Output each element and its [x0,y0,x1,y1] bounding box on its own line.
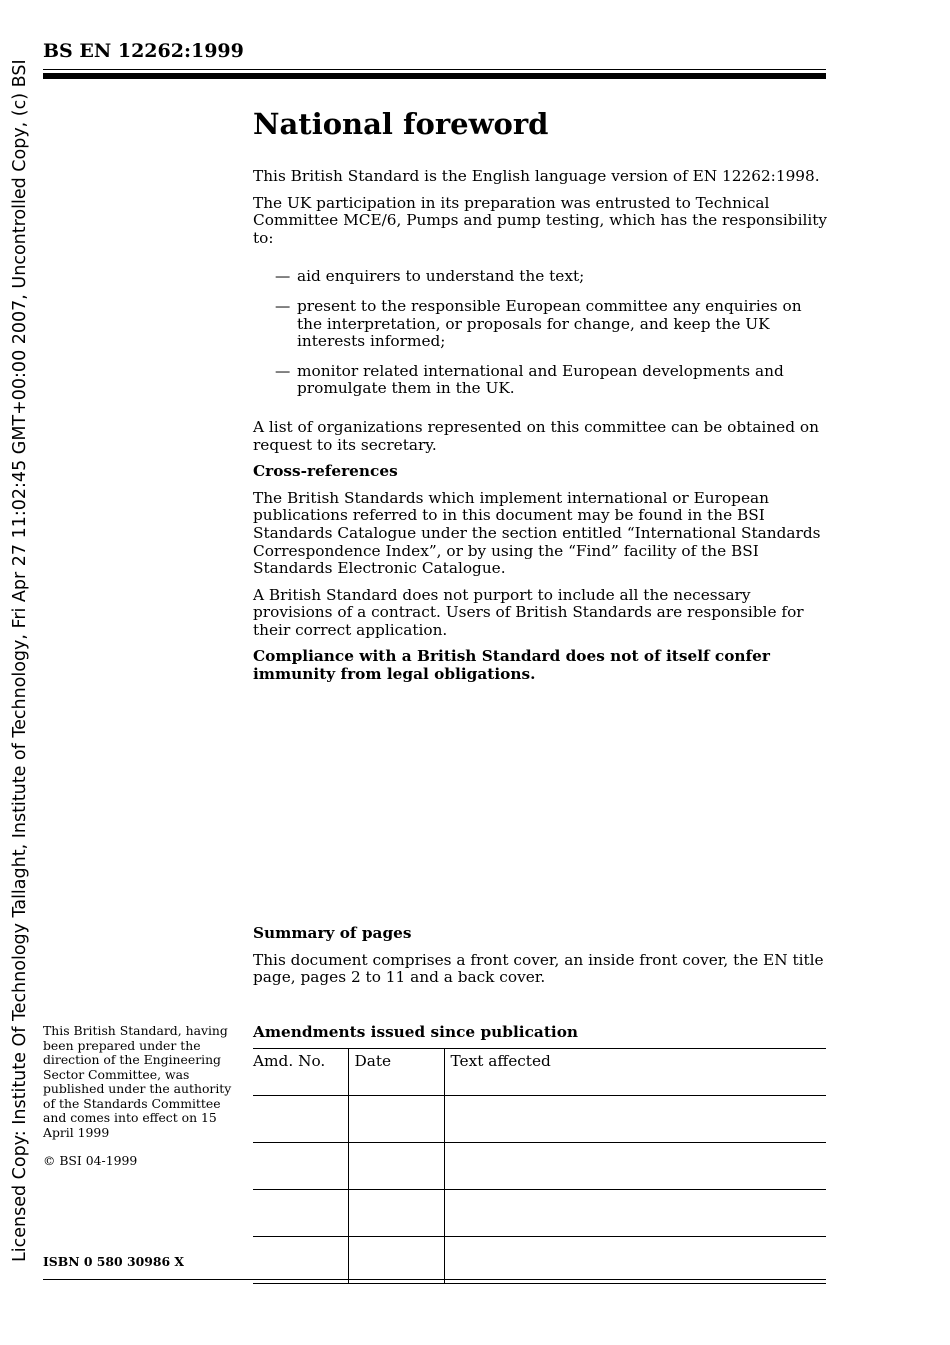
table-header-row [253,1048,826,1095]
cross-references-heading: Cross-references [253,462,398,481]
list-item: — present to the responsible European committee any enquiries on the interpretation, or proposals for change, and keep the UK interests informed; [275,296,802,351]
national-foreword-section [253,104,828,693]
table-row [253,1142,826,1189]
dash-bullet: — [275,361,291,380]
copyright-notice: © BSI 04-1999 [43,1153,138,1168]
provisions-paragraph: A British Standard does not purport to include all the necessary provisions of a contract. Users of British Standards are responsible for their correct application. [253,585,804,639]
dash-bullet: — [275,267,291,286]
organizations-paragraph: A list of organizations represented on this committee can be obtained on request to its secretary. [253,417,819,454]
amendments-table [253,1048,826,1284]
publication-note [43,1024,241,1169]
summary-of-pages [253,925,828,987]
amendments-heading: Amendments issued since publication [253,1023,579,1041]
document-code: BS EN 12262:1999 [43,40,244,62]
publication-note-text: This British Standard, having been prepared under the direction of the Engineering Sector Committee, was published under the authority of the Standards Committee and comes into effect on 15 April 1999 [43,1023,232,1140]
summary-text: This document comprises a front cover, an inside front cover, the EN title page, pages 2 to 11 and a back cover. [253,950,824,987]
responsibility-list [253,268,828,398]
header-rule-thick [43,73,826,79]
amendments-section [253,1024,826,1284]
column-header-text-affected: Text affected [444,1048,826,1095]
column-header-date: Date [348,1048,444,1095]
license-watermark: Licensed Copy: Institute Of Technology Tallaght, Institute of Technology, Fri Apr 27 11:02:45 GMT+00:00 2007, Uncontrolled Copy, (c) BSI [10,59,30,1262]
intro-paragraph: This British Standard is the English language version of EN 12262:1998. [253,167,820,185]
column-header-amd-no: Amd. No. [253,1048,348,1095]
list-item: — aid enquirers to understand the text; [275,267,585,286]
footer-rule [43,1279,826,1280]
list-item: — monitor related international and European developments and promulgate them in the UK. [275,361,784,398]
header-rule-thin [43,69,826,70]
table-row [253,1189,826,1236]
table-row [253,1095,826,1142]
dash-bullet: — [275,296,291,315]
table-row [253,1236,826,1283]
summary-heading: Summary of pages [253,924,412,942]
isbn: ISBN 0 580 30986 X [43,1254,185,1269]
page-title: National foreword [253,107,549,141]
committee-paragraph: The UK participation in its preparation was entrusted to Technical Committee MCE/6, Pumps and pump testing, which has the responsibility to: [253,193,828,247]
cross-references-paragraph: The British Standards which implement international or European publications referred to in this document may be found in the BSI Standards Catalogue under the section entitled “International Standards Correspondence Index”, or by using the “Find” facility of the BSI Standards Electronic Catalogue. [253,488,821,578]
compliance-statement: Compliance with a British Standard does not of itself confer immunity from legal obligations. [253,647,770,684]
